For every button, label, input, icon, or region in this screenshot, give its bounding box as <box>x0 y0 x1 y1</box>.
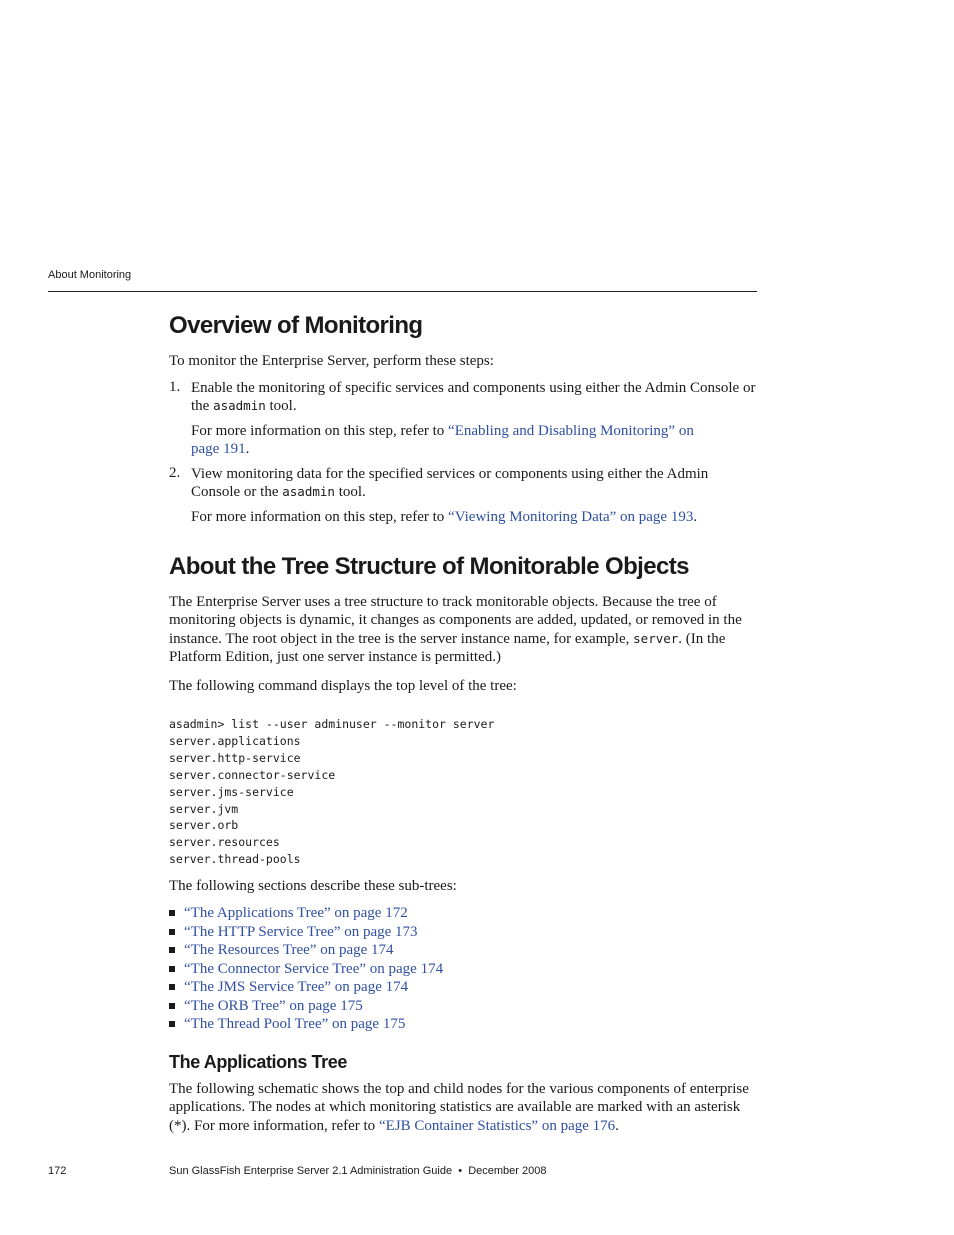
square-bullet-icon <box>169 947 175 953</box>
section-heading-overview: Overview of Monitoring <box>169 312 423 339</box>
step-1-number: 1. <box>169 379 181 395</box>
link-jms-service-tree[interactable]: “The JMS Service Tree” on page 174 <box>184 979 409 995</box>
overview-intro: To monitor the Enterprise Server, perform these steps: <box>169 353 494 369</box>
step-1-code: asadmin <box>213 398 266 414</box>
link-resources-tree[interactable]: “The Resources Tree” on page 174 <box>184 942 394 958</box>
square-bullet-icon <box>169 984 175 990</box>
step-1-more-info: For more information on this step, refer to “Enabling and Disabling Monitoring” on page 191. <box>191 423 694 458</box>
page-number: 172 <box>48 1165 67 1177</box>
code-line: server.jms-service <box>169 784 294 799</box>
list-item <box>169 978 443 997</box>
subsection-heading-applications-tree: The Applications Tree <box>169 1052 347 1072</box>
square-bullet-icon <box>169 1021 175 1027</box>
code-line: server.applications <box>169 733 301 748</box>
link-orb-tree[interactable]: “The ORB Tree” on page 175 <box>184 997 363 1014</box>
command-code-block <box>169 716 494 868</box>
square-bullet-icon <box>169 929 175 935</box>
square-bullet-icon <box>169 910 175 916</box>
running-header: About Monitoring <box>48 269 132 281</box>
list-item <box>169 923 443 942</box>
book-title: Sun GlassFish Enterprise Server 2.1 Administration Guide <box>169 1165 453 1177</box>
step-1-text: Enable the monitoring of specific services and components using either the Admin Console or the asadmin tool. <box>191 380 756 415</box>
square-bullet-icon <box>169 1003 175 1009</box>
code-line: server.connector-service <box>169 767 336 782</box>
link-ejb-container-statistics[interactable]: “EJB Container Statistics” on page 176 <box>378 1117 616 1134</box>
server-code: server <box>633 630 679 646</box>
list-item <box>169 904 443 923</box>
footer-separator: • <box>458 1165 463 1177</box>
code-line: server.orb <box>169 818 239 833</box>
list-item <box>169 960 443 979</box>
header-rule <box>48 291 757 292</box>
step-2-code: asadmin <box>282 484 335 500</box>
section-heading-tree-structure: About the Tree Structure of Monitorable Objects <box>169 553 689 580</box>
step-2-more-info: For more information on this step, refer to “Viewing Monitoring Data” on page 193. <box>191 509 698 525</box>
tree-paragraph-2: The following command displays the top level of the tree: <box>169 678 517 694</box>
footer-text <box>169 1165 546 1177</box>
subtree-link-list <box>169 904 443 1034</box>
footer-date: December 2008 <box>468 1165 547 1177</box>
code-line: server.http-service <box>169 750 301 765</box>
link-connector-service-tree[interactable]: “The Connector Service Tree” on page 174 <box>184 960 444 977</box>
step-2-text: View monitoring data for the specified services or components using either the Admin Console or the asadmin tool. <box>191 466 709 501</box>
link-thread-pool-tree[interactable]: “The Thread Pool Tree” on page 175 <box>184 1016 406 1032</box>
link-enabling-disabling-monitoring[interactable]: “Enabling and Disabling Monitoring” on page 191 <box>191 423 694 458</box>
tree-paragraph-3: The following sections describe these sub-trees: <box>169 878 457 894</box>
list-item <box>169 1015 443 1034</box>
list-item <box>169 941 443 960</box>
link-viewing-monitoring-data[interactable]: “Viewing Monitoring Data” on page 193 <box>448 509 694 525</box>
code-line: server.thread-pools <box>169 852 301 867</box>
step-2-number: 2. <box>169 465 181 481</box>
link-applications-tree[interactable]: “The Applications Tree” on page 172 <box>184 905 408 921</box>
code-line: server.resources <box>169 835 280 850</box>
code-line: asadmin> list --user adminuser --monitor server <box>169 717 495 731</box>
square-bullet-icon <box>169 966 175 972</box>
tree-paragraph-1: The Enterprise Server uses a tree structure to track monitorable objects. Because the tree of monitoring objects is dynamic, it changes as components are added, updated, or removed in the instance. The root object in the tree is the server instance name, for example, server. (In the Platform Edition, just one server instance is permitted.) <box>169 594 742 665</box>
list-item <box>169 997 443 1016</box>
applications-tree-paragraph: The following schematic shows the top and child nodes for the various components of enterprise applications. The nodes at which monitoring statistics are available are marked with an asterisk (*). For more information, refer to “EJB Container Statistics” on page 176. <box>169 1081 749 1134</box>
link-http-service-tree[interactable]: “The HTTP Service Tree” on page 173 <box>184 923 418 940</box>
code-line: server.jvm <box>169 801 239 816</box>
